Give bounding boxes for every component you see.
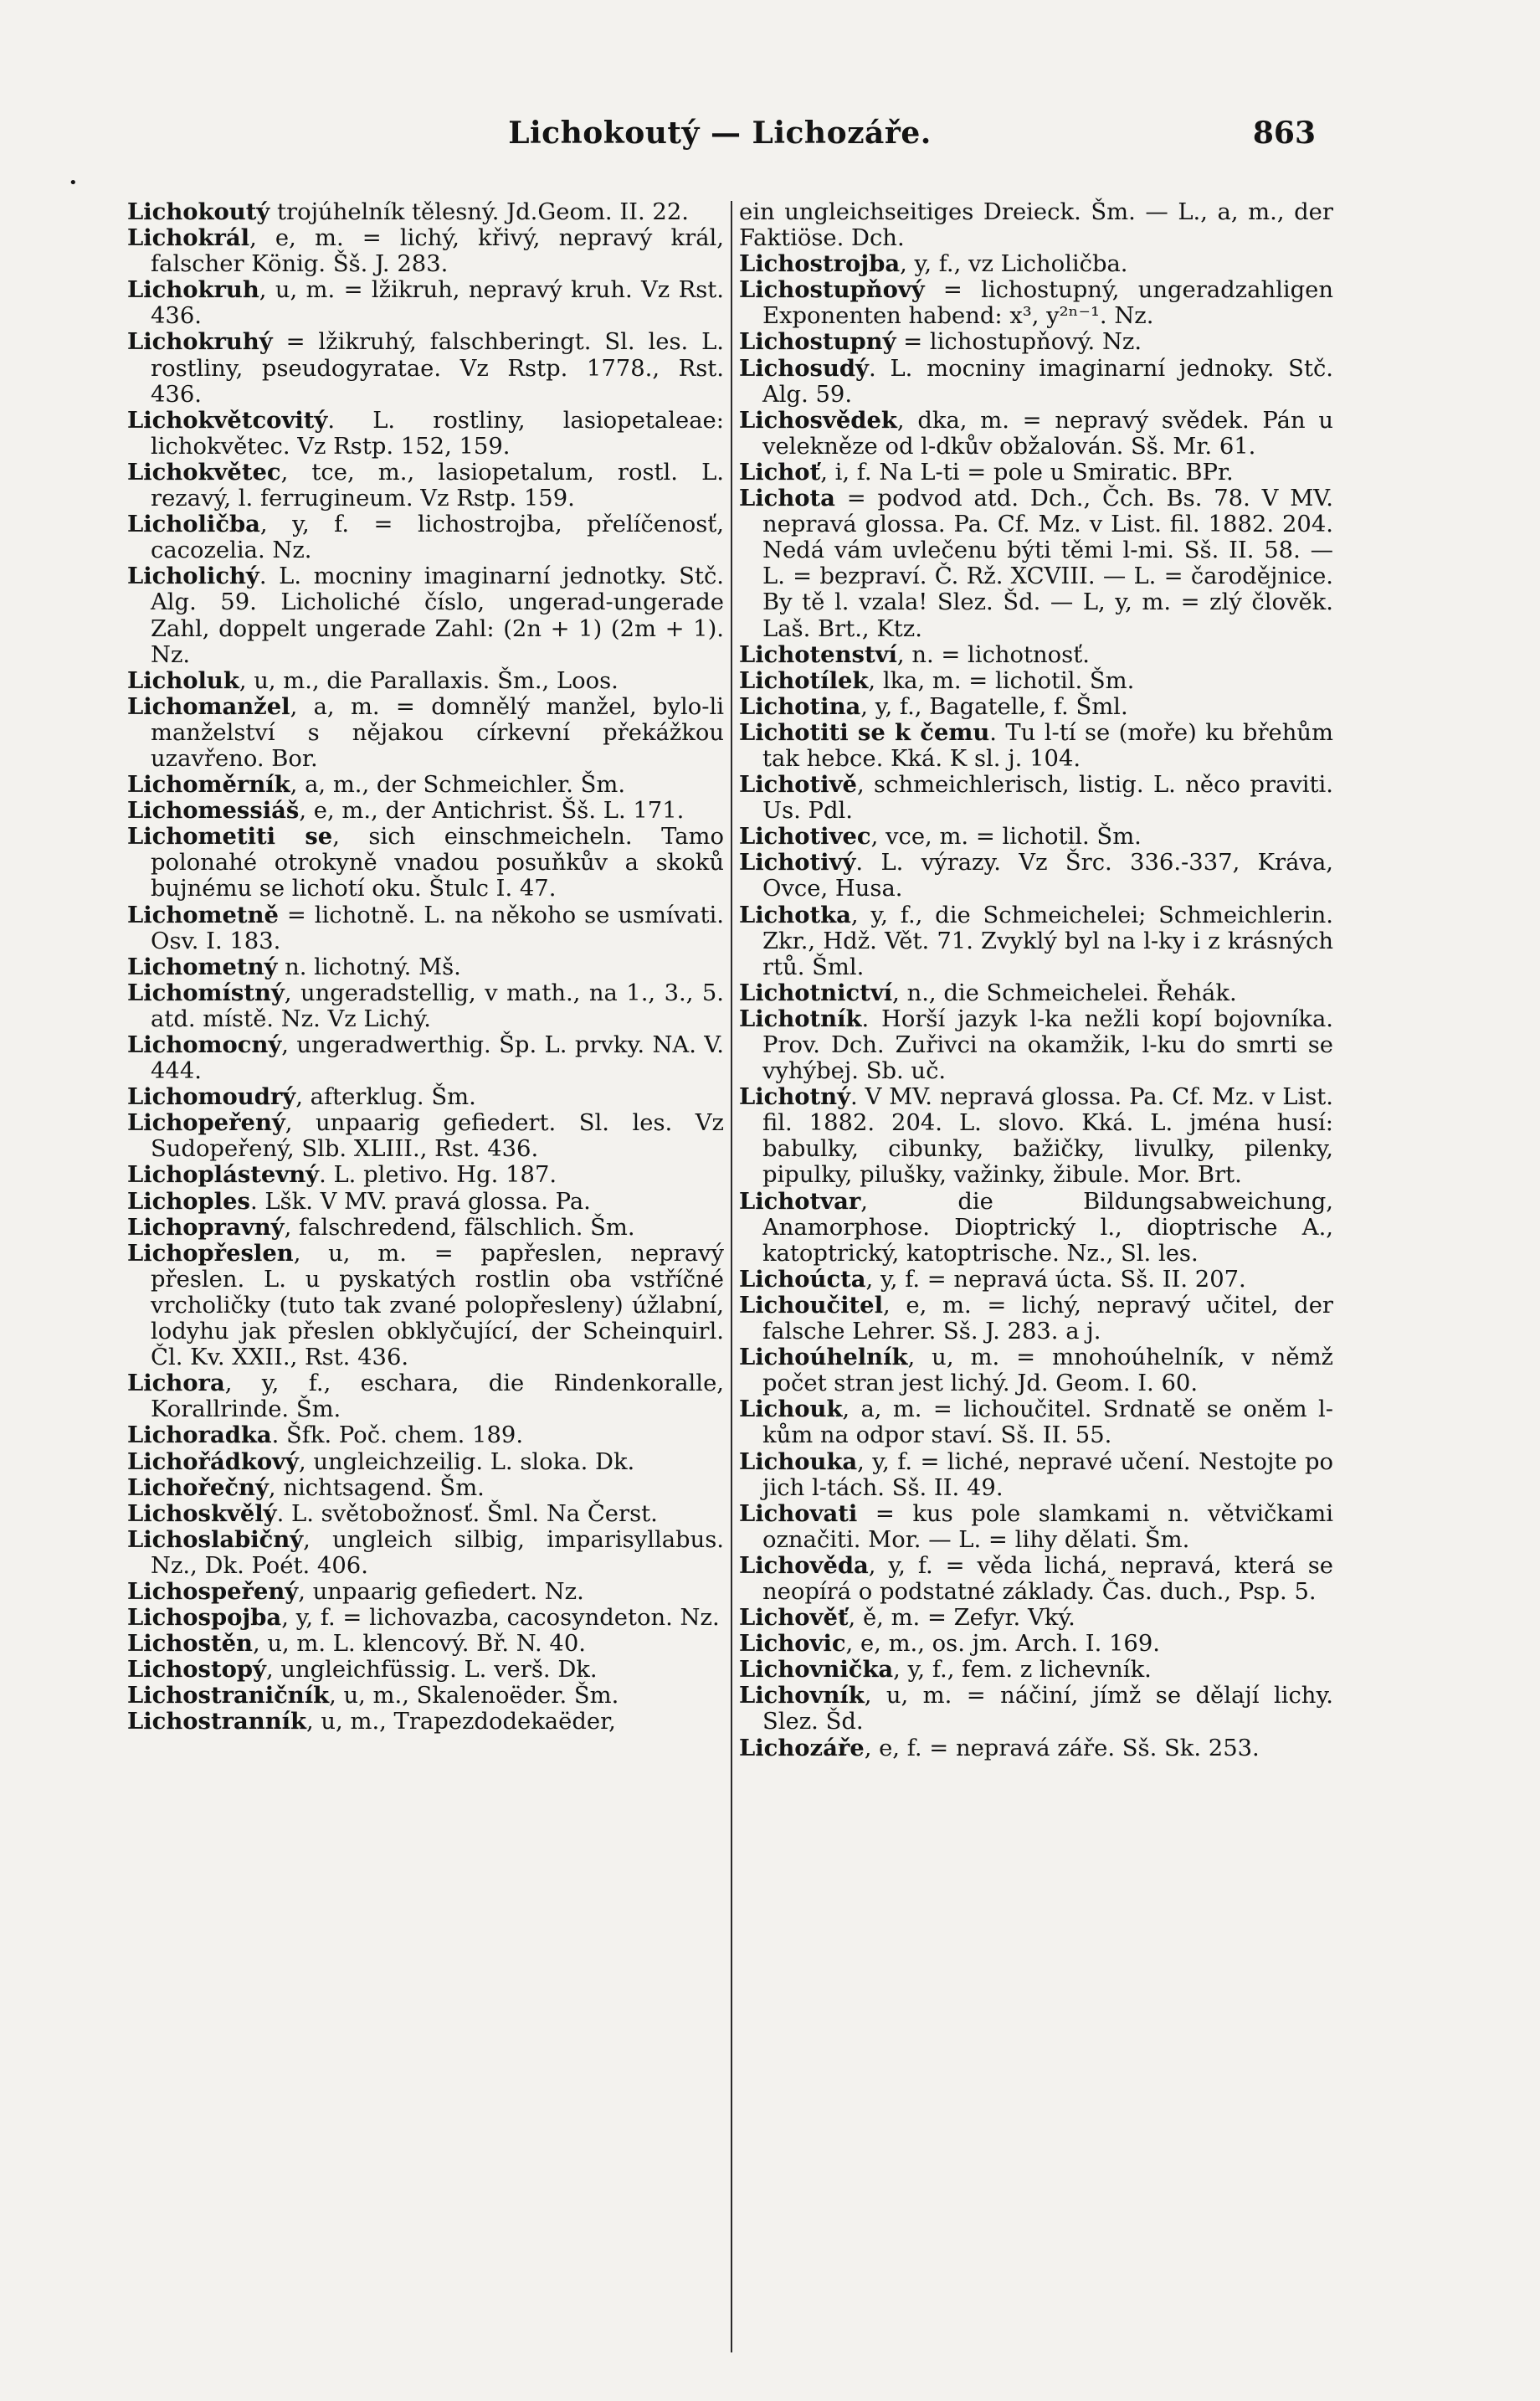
entry-headword: Lichostranník	[127, 1708, 306, 1735]
dictionary-entry	[739, 1344, 1333, 1396]
entry-headword: Lichovati	[739, 1499, 858, 1527]
dictionary-entry	[739, 1631, 1333, 1657]
entry-headword: Lichovic	[739, 1630, 846, 1658]
entry-headword: Lichometný	[127, 953, 278, 980]
entry-definition: , y, f., Bagatelle, f. Šml.	[860, 693, 1128, 720]
entry-definition: , i, f. Na L-ti = pole u Smiratic. BPr.	[820, 459, 1234, 486]
entry-headword: Lichoskvělý	[127, 1499, 277, 1527]
entry-definition: , y, f. = lichovazba, cacosyndeton. Nz.	[281, 1605, 720, 1632]
dictionary-entry	[127, 798, 724, 824]
entry-headword: Lichomístný	[127, 979, 285, 1006]
entry-definition: . L. rostliny, lasiopetaleae: lichokvětec. Vz Rstp. 152, 159.	[151, 407, 724, 460]
entry-headword: Lichospeřený	[127, 1577, 299, 1605]
dictionary-entry	[739, 1501, 1333, 1553]
entry-definition: , u, m. = papřeslen, nepravý přeslen. L. u pyskatých rostlin oba vstříčné vrcholičky (tuto tak zvané polopřesleny) úžlabní, lodyhu jak přeslen obklyčující, der Scheinquirl. Čl. Kv. XXII., Rst. 436.	[151, 1240, 724, 1371]
entry-headword: Lichotivec	[739, 823, 871, 851]
entry-definition: ein ungleichseitiges Dreieck. Šm. — L., a, m., der Faktiöse. Dch.	[739, 199, 1333, 252]
entry-headword: Lichokruhý	[127, 328, 273, 356]
entry-headword: Lichosvědek	[739, 406, 897, 434]
entry-headword: Lichokvětec	[127, 458, 281, 486]
entry-definition: . Šfk. Poč. chem. 189.	[271, 1422, 524, 1449]
entry-headword: Lichotivě	[739, 771, 857, 799]
dictionary-entry	[739, 902, 1333, 980]
entry-definition: , falschredend, fälschlich. Šm.	[284, 1214, 635, 1241]
dictionary-entry	[127, 1657, 724, 1683]
dictionary-entry	[739, 356, 1333, 408]
dictionary-entry	[739, 251, 1333, 277]
dictionary-entry	[127, 329, 724, 407]
entry-definition: trojúhelník tělesný. Jd.Geom. II. 22.	[270, 199, 689, 225]
entry-definition: , u, m., die Parallaxis. Šm., Loos.	[239, 667, 619, 694]
dictionary-entry	[739, 199, 1333, 251]
entry-definition: , ě, m. = Zefyr. Vký.	[848, 1605, 1075, 1632]
entry-definition: = kus pole slamkami n. větvičkami označiti. Mor. — L. = lihy dělati. Šm.	[762, 1500, 1333, 1553]
dictionary-entry	[127, 1215, 724, 1241]
dictionary-entry	[127, 1605, 724, 1631]
dictionary-entry	[739, 1735, 1333, 1761]
entry-definition: . L. výrazy. Vz Šrc. 336.-337, Kráva, Ovce, Husa.	[762, 850, 1333, 902]
entry-definition: , dka, m. = nepravý svědek. Pán u velekněze od l-dkův obžalován. Sš. Mr. 61.	[762, 407, 1333, 460]
entry-definition: , u, m., Trapezdodekaëder,	[306, 1709, 616, 1735]
entry-headword: Lichostěn	[127, 1630, 253, 1658]
entry-definition: , n. = lichotnosť.	[896, 641, 1090, 668]
dictionary-entry	[739, 486, 1333, 642]
entry-headword: Lichomocný	[127, 1031, 282, 1058]
entry-headword: Lichomessiáš	[127, 797, 300, 825]
dictionary-entry	[739, 277, 1333, 329]
dictionary-entry	[127, 1683, 724, 1709]
entry-headword: Lichometně	[127, 901, 279, 928]
dictionary-entry	[739, 642, 1333, 668]
entry-definition: . V MV. nepravá glossa. Pa. Cf. Mz. v List. fil. 1882. 204. L. slovo. Kká. L. jména husí: babulky, cibunky, bažičky, livulky, pilenky, pipulky, pilušky, važinky, žibule. Mor. Brt.	[762, 1084, 1333, 1189]
dictionary-entry	[127, 512, 724, 563]
entry-definition: , y, f., vz Licholičba.	[900, 251, 1128, 278]
dictionary-entry	[127, 1501, 724, 1527]
entry-definition: , ungleich silbig, imparisyllabus. Nz., Dk. Poét. 406.	[151, 1526, 724, 1579]
entry-definition: . Lšk. V MV. pravá glossa. Pa.	[249, 1188, 591, 1215]
entry-headword: Lichotka	[739, 901, 851, 928]
entry-headword: Lichopeřený	[127, 1109, 285, 1137]
entry-definition: , e, m. = lichý, křivý, nepravý král, falscher König. Šš. J. 283.	[151, 225, 724, 278]
entry-headword: Lichora	[127, 1370, 225, 1397]
dictionary-entry	[739, 460, 1333, 486]
entry-definition: = lichotně. L. na někoho se usmívati. Osv. I. 183.	[151, 902, 724, 954]
entry-headword: Lichověda	[739, 1551, 869, 1579]
entry-definition: , e, m., der Antichrist. Šš. L. 171.	[299, 798, 685, 825]
entry-definition: . Horší jazyk l-ka nežli kopí bojovníka. Prov. Dch. Zuřivci na okamžik, l-ku do smrti se vyhýbej. Sb. uč.	[762, 1005, 1333, 1085]
entry-definition: , sich einschmeicheln. Tamo polonahé otrokyně vnadou posuňkův a skoků bujnému se lichotí oku. Štulc I. 47.	[151, 824, 725, 902]
entry-headword: Lichokrál	[127, 224, 250, 252]
dictionary-entry	[127, 1709, 724, 1735]
entry-headword: Lichostopý	[127, 1656, 266, 1684]
dictionary-entry	[127, 563, 724, 667]
entry-definition: , die Bildungsabweichung, Anamorphose. Dioptrický l., dioptrische A., katoptrický, katoptrische. Nz., Sl. les.	[762, 1188, 1333, 1267]
margin-dot-icon: •	[69, 174, 78, 192]
entry-definition: , u, m. = mnohoúhelník, v němž počet stran jest lichý. Jd. Geom. I. 60.	[762, 1344, 1333, 1397]
entry-definition: , y, f., eschara, die Rindenkoralle, Korallrinde. Šm.	[151, 1370, 724, 1423]
dictionary-entry	[739, 1084, 1333, 1188]
entry-headword: Lichoples	[127, 1187, 250, 1215]
dictionary-entry	[127, 668, 724, 694]
dictionary-entry	[127, 225, 724, 277]
entry-definition: = lžikruhý, falschberingt. Sl. les. L. rostliny, pseudogyratae. Vz Rstp. 1778., Rst. 436.	[151, 329, 724, 408]
dictionary-entry	[127, 1579, 724, 1605]
dictionary-entry	[739, 668, 1333, 694]
dictionary-entry	[127, 277, 724, 329]
entry-headword: Lichořečný	[127, 1473, 269, 1501]
entry-headword: Lichoúcta	[739, 1265, 866, 1293]
entry-headword: Lichopravný	[127, 1213, 285, 1241]
entry-definition: = podvod atd. Dch., Čch. Bs. 78. V MV. nepravá glossa. Pa. Cf. Mz. v List. fil. 1882. 204. Nedá vám uvlečenu býti těmi l-mi. Sš. II. 58. — L. = bezpraví. Č. Rž. XCVIII. — L. = čarodějnice. By tě l. vzala! Slez. Šd. — L, y, m. = zlý člověk. Laš. Brt., Ktz.	[762, 486, 1333, 642]
entry-headword: Lichostraničník	[127, 1682, 330, 1709]
dictionary-entry	[127, 1189, 724, 1215]
entry-headword: Lichovník	[739, 1682, 865, 1709]
entry-definition: , u, m. = náčiní, jímž se dělají lichy. Slez. Šd.	[762, 1683, 1333, 1735]
dictionary-entry	[739, 1683, 1333, 1735]
entry-headword: Lichotivý	[739, 849, 856, 877]
entry-definition: , y, f. = liché, nepravé učení. Nestojte po jich l-tách. Sš. II. 49.	[762, 1448, 1333, 1501]
entry-definition: , y, f. = nepravá úcta. Sš. II. 207.	[865, 1266, 1246, 1293]
entry-headword: Licholičba	[127, 511, 260, 538]
entry-headword: Lichosudý	[739, 354, 869, 382]
entry-definition: . L. mocniny imaginarní jednotky. Stč. Alg. 59. Licholiché číslo, ungerad-ungerade Zahl, doppelt ungerade Zahl: (2n + 1) (2m + 1). Nz.	[151, 563, 724, 668]
entry-headword: Lichoplástevný	[127, 1161, 320, 1189]
entry-definition: , vce, m. = lichotil. Šm.	[870, 824, 1142, 851]
entry-definition: , a, m., der Schmeichler. Šm.	[290, 772, 626, 799]
entry-definition: , ungeradwerthig. Šp. L. prvky. NA. V. 444.	[151, 1032, 724, 1085]
dictionary-entry	[739, 824, 1333, 850]
entry-headword: Lichostupný	[739, 328, 896, 356]
entry-headword: Lichoučitel	[739, 1291, 884, 1319]
dictionary-entry	[127, 408, 724, 460]
entry-headword: Lichomanžel	[127, 692, 290, 720]
dictionary-entry	[127, 1631, 724, 1657]
dictionary-entry	[127, 1110, 724, 1162]
entry-headword: Lichoúhelník	[739, 1344, 908, 1371]
entry-headword: Lichoť	[739, 458, 821, 486]
dictionary-entry	[127, 1241, 724, 1370]
dictionary-entry	[739, 980, 1333, 1006]
entry-headword: Lichotílek	[739, 666, 869, 694]
entry-definition: , e, m. = lichý, nepravý učitel, der falsche Lehrer. Sš. J. 283. a j.	[762, 1292, 1333, 1345]
dictionary-entry	[127, 772, 724, 798]
dictionary-entry	[127, 460, 724, 512]
left-column	[127, 199, 724, 1735]
dictionary-entry	[127, 1422, 724, 1448]
dictionary-entry	[739, 850, 1333, 902]
dictionary-entry	[739, 329, 1333, 355]
dictionary-entry	[127, 824, 724, 902]
entry-definition: n. lichotný. Mš.	[277, 954, 461, 980]
column-divider	[731, 201, 732, 2352]
entry-definition: , unpaarig gefiedert. Sl. les. Vz Sudopeřený, Slb. XLIII., Rst. 436.	[151, 1110, 724, 1163]
entry-definition: , ungleichzeilig. L. sloka. Dk.	[298, 1448, 635, 1475]
entry-headword: Lichospojba	[127, 1604, 282, 1632]
entry-headword: Lichotník	[739, 1005, 862, 1032]
entry-headword: Lichotenství	[739, 640, 897, 668]
entry-definition: . L. mocniny imaginarní jednoky. Stč. Alg. 59.	[762, 355, 1333, 408]
dictionary-entry	[127, 694, 724, 772]
entry-definition: , schmeichlerisch, listig. L. něco praviti. Us. Pdl.	[762, 772, 1333, 825]
entry-definition: , afterklug. Šm.	[295, 1084, 476, 1111]
entry-definition: , n., die Schmeichelei. Řehák.	[892, 979, 1237, 1006]
entry-headword: Lichopřeslen	[127, 1239, 294, 1267]
entry-definition: , nichtsagend. Šm.	[268, 1474, 485, 1501]
entry-headword: Lichokoutý	[127, 198, 270, 225]
dictionary-entry	[127, 1032, 724, 1084]
entry-headword: Lichozáře	[739, 1734, 865, 1761]
dictionary-entry	[739, 1396, 1333, 1448]
entry-definition: , a, m. = lichoučitel. Srdnatě se oněm l-kům na odpor staví. Sš. II. 55.	[762, 1396, 1333, 1449]
entry-definition: , u, m., Skalenoëder. Šm.	[329, 1683, 619, 1709]
entry-definition: , u, m. = lžikruh, nepravý kruh. Vz Rst. 436.	[151, 277, 724, 330]
entry-definition: , y, f. = lichostrojba, přelíčenosť, cacozelia. Nz.	[151, 512, 724, 564]
entry-headword: Lichoměrník	[127, 771, 290, 799]
entry-headword: Lichotný	[739, 1083, 851, 1111]
dictionary-entry	[739, 772, 1333, 824]
dictionary-entry	[739, 1605, 1333, 1631]
entry-headword: Lichometiti se	[127, 823, 333, 851]
dictionary-entry	[739, 694, 1333, 720]
dictionary-entry	[127, 980, 724, 1032]
entry-headword: Lichoradka	[127, 1422, 272, 1449]
entry-headword: Lichokvětcovitý	[127, 406, 328, 434]
entry-headword: Lichouk	[739, 1396, 843, 1423]
right-column	[739, 199, 1333, 1761]
entry-headword: Lichoslabičný	[127, 1525, 304, 1553]
entry-headword: Lichověť	[739, 1604, 849, 1632]
entry-definition: , e, f. = nepravá záře. Sš. Sk. 253.	[864, 1735, 1260, 1761]
entry-headword: Lichotina	[739, 692, 861, 720]
dictionary-entry	[739, 720, 1333, 772]
dictionary-entry	[739, 1293, 1333, 1344]
entry-headword: Lichomoudrý	[127, 1083, 296, 1111]
dictionary-entry	[127, 1084, 724, 1110]
entry-headword: Licholichý	[127, 563, 259, 590]
entry-definition: . L. světobožnosť. Šml. Na Čerst.	[276, 1500, 658, 1527]
entry-headword: Lichotiti se k čemu	[739, 718, 990, 746]
dictionary-entry	[739, 1553, 1333, 1605]
dictionary-entry	[127, 199, 724, 225]
entry-definition: , y, f. = věda lichá, nepravá, která se neopírá o podstatné základy. Čas. duch., Psp. 5.	[762, 1552, 1333, 1605]
dictionary-entry	[739, 1189, 1333, 1267]
dictionary-entry	[127, 1475, 724, 1501]
entry-definition: , ungleichfüssig. L. verš. Dk.	[265, 1657, 598, 1684]
dictionary-entry	[127, 902, 724, 954]
page-header	[0, 116, 1540, 166]
entry-headword: Lichota	[739, 485, 835, 512]
entry-headword: Lichotvar	[739, 1187, 861, 1215]
entry-headword: Lichovnička	[739, 1656, 894, 1684]
entry-definition: , y, f., fem. z lichevník.	[893, 1657, 1152, 1684]
dictionary-entry	[127, 1162, 724, 1188]
entry-definition: . L. pletivo. Hg. 187.	[319, 1162, 557, 1189]
entry-definition: , unpaarig gefiedert. Nz.	[298, 1578, 584, 1605]
dictionary-entry	[127, 1527, 724, 1579]
entry-definition: = lichostupňový. Nz.	[896, 329, 1142, 356]
entry-definition: , ungeradstellig, v math., na 1., 3., 5. atd. místě. Nz. Vz Lichý.	[151, 979, 724, 1032]
entry-headword: Licholuk	[127, 666, 239, 694]
entry-definition: , lka, m. = lichotil. Šm.	[868, 667, 1135, 694]
entry-definition: , a, m. = domnělý manžel, bylo-li manželství s nějakou církevní překážkou uzavřeno. Bor.	[151, 693, 724, 772]
entry-definition: , tce, m., lasiopetalum, rostl. L. rezavý, l. ferrugineum. Vz Rstp. 159.	[151, 459, 724, 512]
dictionary-entry	[739, 408, 1333, 460]
entry-headword: Lichostrojba	[739, 250, 901, 278]
entry-headword: Lichostupňový	[739, 276, 925, 304]
entry-definition: , e, m., os. jm. Arch. I. 169.	[845, 1631, 1160, 1658]
dictionary-entry	[739, 1006, 1333, 1084]
entry-headword: Lichotnictví	[739, 979, 893, 1006]
dictionary-entry	[127, 954, 724, 980]
entry-headword: Lichokruh	[127, 276, 259, 304]
dictionary-entry	[127, 1370, 724, 1422]
dictionary-entry	[127, 1449, 724, 1475]
running-title: Lichokoutý — Lichozáře.	[508, 116, 932, 151]
entry-definition: = lichostupný, ungeradzahligen Exponenten habend: x³, y²ⁿ⁻¹. Nz.	[762, 277, 1333, 330]
entry-definition: . Tu l-tí se (moře) ku břehům tak hebce. Kká. K sl. j. 104.	[762, 719, 1334, 772]
dictionary-entry	[739, 1267, 1333, 1293]
entry-headword: Lichořádkový	[127, 1447, 299, 1475]
entry-definition: , u, m. L. klencový. Bř. N. 40.	[252, 1631, 586, 1658]
page-number: 863	[1252, 116, 1316, 151]
entry-definition: , y, f., die Schmeichelei; Schmeichlerin. Zkr., Hdž. Vět. 71. Zvyklý byl na l-ky i z krásných rtů. Šml.	[762, 902, 1333, 980]
dictionary-entry	[739, 1657, 1333, 1683]
dictionary-entry	[739, 1449, 1333, 1501]
entry-headword: Lichouka	[739, 1447, 858, 1475]
